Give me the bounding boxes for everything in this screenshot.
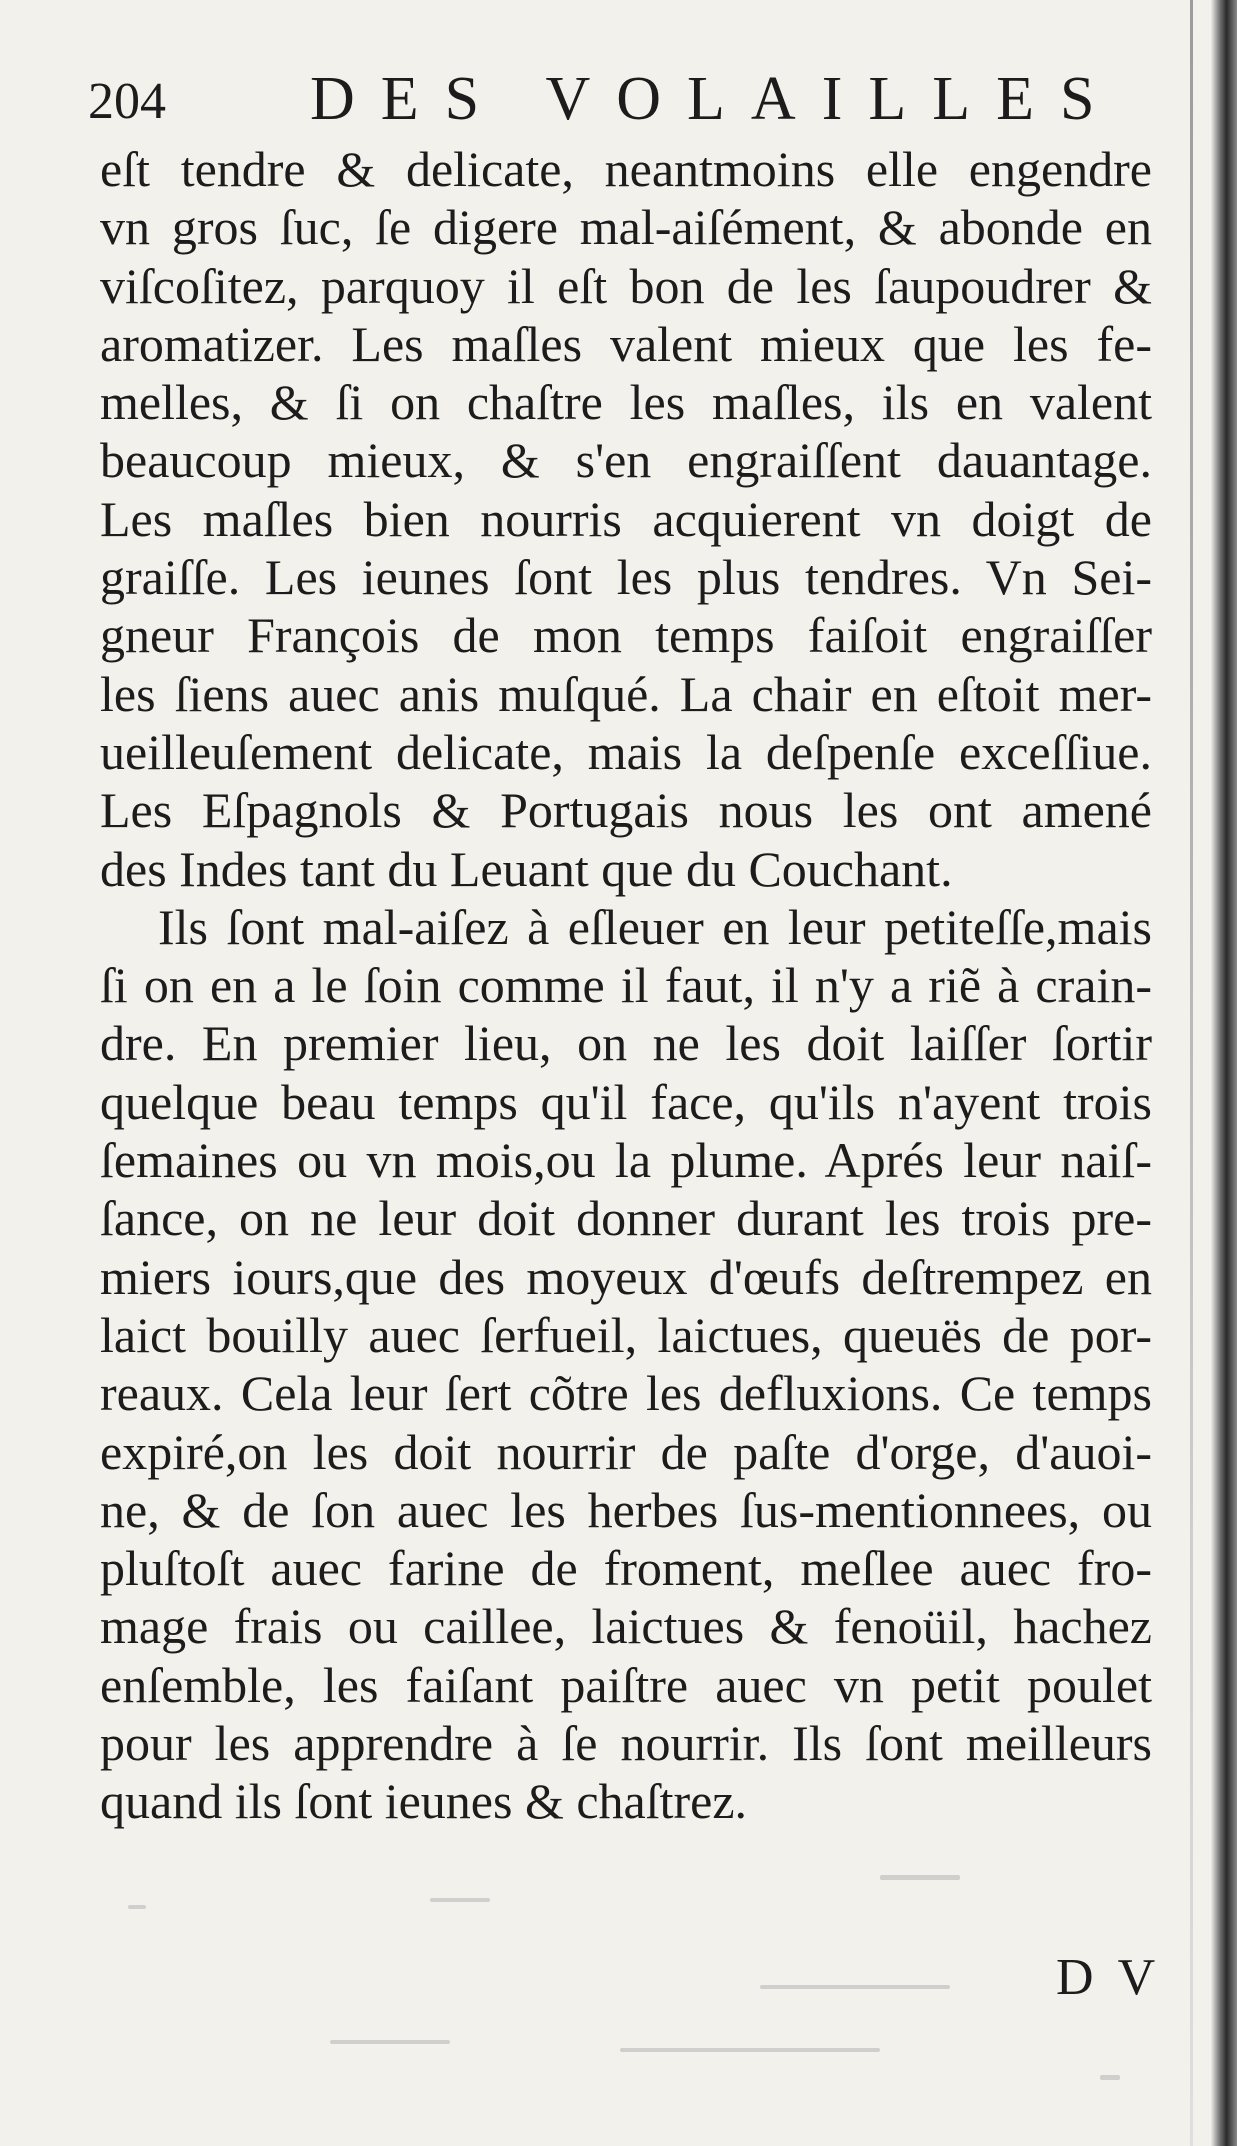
show-through-mark	[620, 2048, 880, 2052]
show-through-mark	[1100, 2075, 1120, 2080]
text-line: quelque beau temps qu'il face, qu'ils n'ayent trois	[100, 1073, 1152, 1130]
show-through-mark	[760, 1985, 950, 1989]
text-line: expiré,on les doit nourrir de paſte d'orge, d'auoi-	[100, 1423, 1152, 1480]
page-number: 204	[88, 73, 166, 130]
catchword: D V	[1056, 1949, 1162, 2006]
text-line: ueilleuſement delicate, mais la deſpenſe exceſſiue.	[100, 723, 1152, 780]
text-line: les ſiens auec anis muſqué. La chair en eſtoit mer-	[100, 665, 1152, 722]
text-line: des Indes tant du Leuant que du Couchant.	[100, 840, 953, 897]
text-line: miers iours,que des moyeux d'œufs deſtrempez en	[100, 1248, 1152, 1305]
running-title: DES VOLAILLES	[310, 65, 1121, 133]
body-text	[100, 140, 1152, 1831]
text-line: vn gros ſuc, ſe digere mal-aiſément, & abonde en	[100, 199, 1152, 256]
text-line: aromatizer. Les maſles valent mieux que les fe-	[100, 315, 1152, 372]
text-line: ſemaines ou vn mois,ou la plume. Aprés leur naiſ-	[100, 1132, 1152, 1189]
show-through-mark	[880, 1875, 960, 1880]
text-line: melles, & ſi on chaſtre les maſles, ils en valent	[100, 374, 1152, 431]
page-edge-shadow	[1211, 0, 1237, 2146]
text-line: Les Eſpagnols & Portugais nous les ont amené	[100, 782, 1152, 839]
text-line: dre. En premier lieu, on ne les doit laiſſer ſortir	[100, 1015, 1152, 1072]
show-through-mark	[128, 1905, 146, 1909]
binding-line	[1190, 0, 1193, 2146]
text-line: gneur François de mon temps faiſoit engraiſſer	[100, 607, 1152, 664]
text-line: laict bouilly auec ſerfueil, laictues, queuës de por-	[100, 1306, 1152, 1363]
text-line: graiſſe. Les ieunes ſont les plus tendres. Vn Sei-	[100, 549, 1152, 606]
text-line: eſt tendre & delicate, neantmoins elle engendre	[100, 141, 1152, 197]
text-line: beaucoup mieux, & s'en engraiſſent dauantage.	[100, 432, 1152, 489]
text-line: viſcoſitez, parquoy il eſt bon de les ſaupoudrer &	[100, 257, 1152, 314]
text-line: quand ils ſont ieunes & chaſtrez.	[100, 1773, 748, 1830]
text-line: reaux. Cela leur ſert cõtre les defluxions. Ce temps	[100, 1365, 1152, 1422]
text-line: ſance, on ne leur doit donner durant les trois pre-	[100, 1190, 1152, 1247]
text-line: enſemble, les faiſant paiſtre auec vn petit poulet	[100, 1656, 1152, 1713]
text-line: ſi on en a le ſoin comme il faut, il n'y a riẽ à crain-	[100, 957, 1152, 1014]
text-line: mage frais ou caillee, laictues & fenoüil, hachez	[100, 1598, 1152, 1655]
page-header	[88, 66, 1128, 136]
show-through-mark	[330, 2040, 450, 2044]
show-through-mark	[430, 1898, 490, 1902]
text-line: Les maſles bien nourris acquierent vn doigt de	[100, 490, 1152, 547]
text-line: ne, & de ſon auec les herbes ſus-mentionnees, ou	[100, 1481, 1152, 1538]
text-line: Ils ſont mal-aiſez à eſleuer en leur petiteſſe,mais	[158, 898, 1152, 955]
text-line: pluſtoſt auec farine de froment, meſlee auec fro-	[100, 1540, 1152, 1597]
text-line: pour les apprendre à ſe nourrir. Ils ſont meilleurs	[100, 1715, 1152, 1772]
